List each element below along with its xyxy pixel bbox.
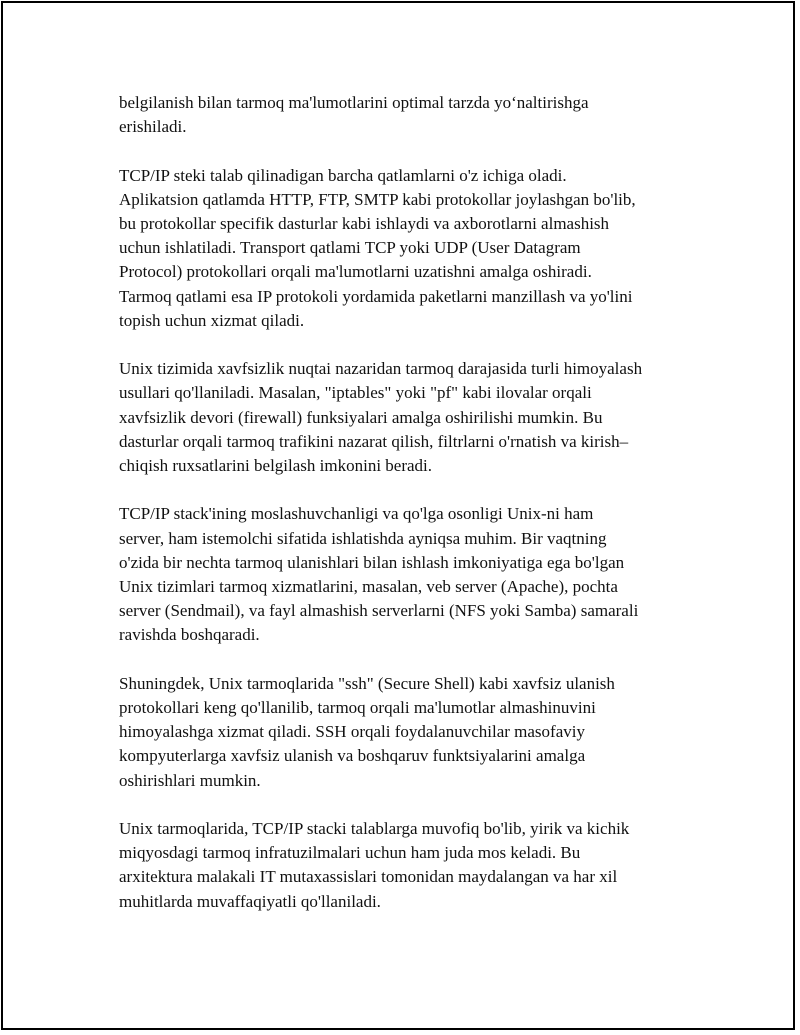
- text-line: kompyuterlarga xavfsiz ulanish va boshqaruv funktsiyalarini amalga: [119, 746, 586, 766]
- text-line: usullari qo'llaniladi. Masalan, "iptables" yoki "pf" kabi ilovalar orqali: [119, 383, 592, 403]
- text-line: TCP/IP stack'ining moslashuvchanligi va qo'lga osonligi Unix-ni ham: [119, 504, 594, 524]
- text-line: Aplikatsion qatlamda HTTP, FTP, SMTP kabi protokollar joylashgan bo'lib,: [119, 189, 636, 209]
- text-line: belgilanish bilan tarmoq ma'lumotlarini optimal tarzda yo‘naltirishga: [119, 93, 589, 112]
- text-line: ravishda boshqaradi.: [119, 625, 260, 645]
- text-line: TCP/IP steki talab qilinadigan barcha qatlamlarni o'z ichiga oladi.: [119, 165, 567, 185]
- text-line: erishiladi.: [119, 117, 187, 137]
- text-line: Protocol) protokollari orqali ma'lumotlarni uzatishni amalga oshiradi.: [119, 262, 592, 282]
- text-line: o'zida bir nechta tarmoq ulanishlari bilan ishlash imkoniyatiga ega bo'lgan: [119, 552, 625, 572]
- text-line: arxitektura malakali IT mutaxassislari tomonidan maydalangan va har xil: [119, 867, 618, 887]
- document-body: [119, 91, 694, 938]
- text-line: topish uchun xizmat qiladi.: [119, 310, 305, 330]
- text-line: himoyalashga xizmat qiladi. SSH orqali foydalanuvchilar masofaviy: [119, 722, 585, 742]
- paragraph-conclusion: [119, 817, 694, 914]
- text-line: Unix tarmoqlarida, TCP/IP stacki talablarga muvofiq bo'lib, yirik va kichik: [119, 819, 630, 839]
- text-line: muhitlarda muvaffaqiyatli qo'llaniladi.: [119, 891, 381, 911]
- paragraph-tcpip-layers: [119, 164, 694, 333]
- text-line: Tarmoq qatlami esa IP protokoli yordamida paketlarni manzillash va yo'lini: [119, 286, 633, 306]
- paragraph-routing: [119, 91, 694, 139]
- text-line: bu protokollar specifik dasturlar kabi ishlaydi va axborotlarni almashish: [119, 214, 610, 233]
- paragraph-ssh: [119, 672, 694, 793]
- text-line: chiqish ruxsatlarini belgilash imkonini beradi.: [119, 456, 433, 476]
- text-line: protokollari keng qo'llanilib, tarmoq orqali ma'lumotlar almashinuvini: [119, 698, 596, 718]
- text-line: oshirishlari mumkin.: [119, 770, 261, 790]
- text-line: xavfsizlik devori (firewall) funksiyalari amalga oshirilishi mumkin. Bu: [119, 407, 603, 427]
- text-line: server (Sendmail), va fayl almashish serverlarni (NFS yoki Samba) samarali: [119, 601, 639, 621]
- paragraph-security: [119, 357, 694, 478]
- text-line: Unix tizimlari tarmoq xizmatlarini, masalan, veb server (Apache), pochta: [119, 577, 618, 597]
- paragraph-flexibility: [119, 502, 694, 647]
- text-line: uchun ishlatiladi. Transport qatlami TCP yoki UDP (User Datagram: [119, 238, 581, 258]
- text-line: dasturlar orqali tarmoq trafikini nazarat qilish, filtrlarni o'rnatish va kirish–: [119, 431, 629, 451]
- text-line: Shuningdek, Unix tarmoqlarida "ssh" (Secure Shell) kabi xavfsiz ulanish: [119, 673, 615, 693]
- text-line: Unix tizimida xavfsizlik nuqtai nazaridan tarmoq darajasida turli himoyalash: [119, 359, 643, 379]
- text-line: server, ham istemolchi sifatida ishlatishda ayniqsa muhim. Bir vaqtning: [119, 528, 607, 548]
- text-line: miqyosdagi tarmoq infratuzilmalari uchun ham juda mos keladi. Bu: [119, 843, 581, 863]
